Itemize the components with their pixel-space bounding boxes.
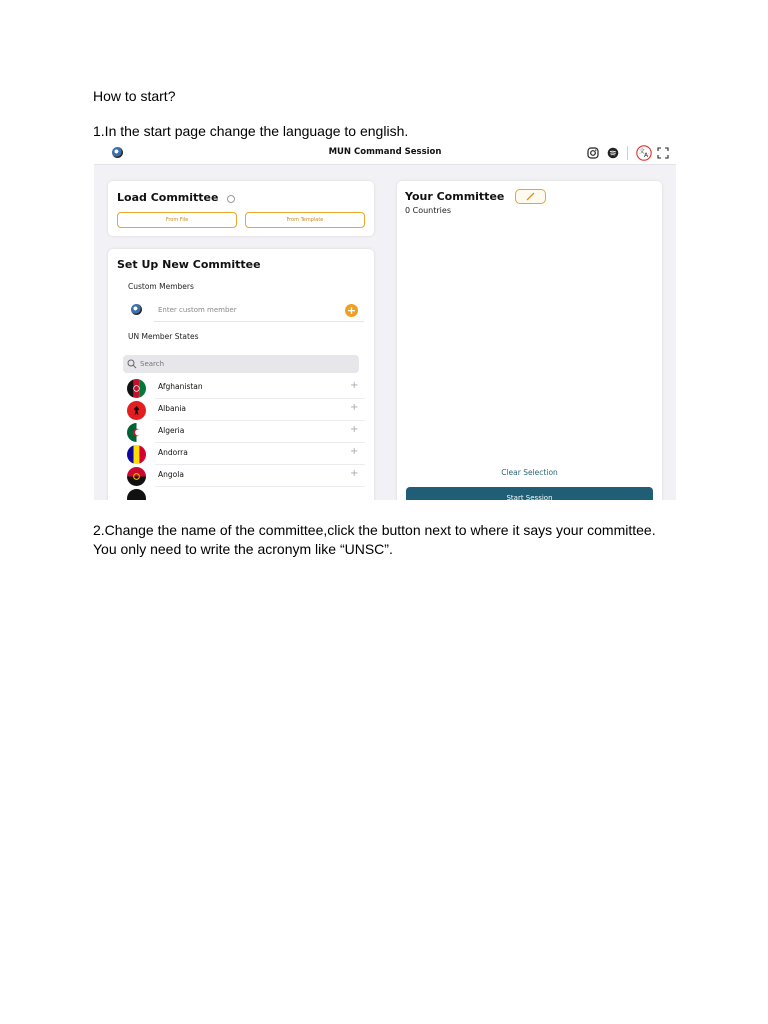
load-committee-title: Load Committee bbox=[117, 191, 219, 204]
pencil-icon bbox=[516, 190, 545, 203]
fullscreen-icon[interactable] bbox=[657, 147, 669, 159]
setup-committee-title: Set Up New Committee bbox=[117, 258, 261, 271]
edit-committee-name-button[interactable] bbox=[515, 189, 546, 204]
start-session-button[interactable]: Start Session bbox=[406, 487, 653, 500]
add-custom-member-button[interactable]: + bbox=[346, 304, 357, 317]
country-row-angola[interactable] bbox=[126, 465, 366, 487]
country-name: Algeria bbox=[158, 426, 185, 435]
app-screenshot bbox=[94, 141, 676, 500]
plus-icon[interactable]: + bbox=[350, 446, 359, 457]
un-member-states-label: UN Member States bbox=[128, 332, 199, 341]
clear-selection-button[interactable]: Clear Selection bbox=[501, 468, 558, 477]
country-flag-icon bbox=[127, 489, 146, 500]
albania-flag-icon bbox=[127, 401, 146, 420]
svg-text:A: A bbox=[644, 152, 649, 159]
countries-count: 0 Countries bbox=[405, 206, 451, 215]
country-row-partial[interactable] bbox=[126, 487, 366, 500]
load-committee-card bbox=[108, 181, 374, 236]
search-input[interactable] bbox=[140, 357, 340, 371]
country-row-algeria[interactable] bbox=[126, 421, 366, 443]
country-name: Angola bbox=[158, 470, 184, 479]
your-committee-card bbox=[397, 181, 662, 500]
custom-members-label: Custom Members bbox=[128, 282, 194, 291]
afghanistan-flag-icon bbox=[127, 379, 146, 398]
your-committee-title: Your Committee bbox=[405, 190, 505, 203]
info-icon[interactable] bbox=[227, 195, 235, 203]
algeria-flag-icon bbox=[127, 423, 146, 442]
custom-member-icon bbox=[131, 304, 142, 315]
search-icon bbox=[127, 359, 137, 369]
plus-icon[interactable]: + bbox=[350, 468, 359, 479]
angola-flag-icon bbox=[127, 467, 146, 486]
step-2-text: 2.Change the name of the committee,click the button next to where it says your committee. bbox=[93, 522, 656, 538]
translate-icon[interactable] bbox=[636, 145, 652, 161]
country-name: Andorra bbox=[158, 448, 188, 457]
country-row-afghanistan[interactable] bbox=[126, 377, 366, 399]
plus-icon[interactable]: + bbox=[350, 402, 359, 413]
setup-committee-card bbox=[108, 249, 374, 500]
top-bar-divider bbox=[627, 146, 628, 160]
svg-text:文: 文 bbox=[639, 149, 645, 155]
andorra-flag-icon bbox=[127, 445, 146, 464]
spotify-icon[interactable] bbox=[607, 147, 619, 159]
country-name: Afghanistan bbox=[158, 382, 203, 391]
country-row-albania[interactable] bbox=[126, 399, 366, 421]
search-bar[interactable] bbox=[123, 355, 359, 373]
app-title: MUN Command Session bbox=[328, 147, 442, 157]
app-top-bar bbox=[94, 141, 676, 165]
plus-icon[interactable]: + bbox=[350, 424, 359, 435]
country-row-andorra[interactable] bbox=[126, 443, 366, 465]
divider bbox=[154, 321, 364, 322]
step-1-text: 1.In the start page change the language to english. bbox=[93, 123, 409, 139]
step-2-text-continued: You only need to write the acronym like “UNSC”. bbox=[93, 541, 393, 557]
from-file-button[interactable]: From File bbox=[117, 212, 237, 228]
plus-icon[interactable]: + bbox=[350, 380, 359, 391]
doc-heading: How to start? bbox=[93, 88, 176, 104]
custom-member-input[interactable] bbox=[158, 303, 338, 316]
from-template-button[interactable]: From Template bbox=[245, 212, 365, 228]
instagram-icon[interactable] bbox=[587, 147, 599, 159]
country-name: Albania bbox=[158, 404, 187, 413]
